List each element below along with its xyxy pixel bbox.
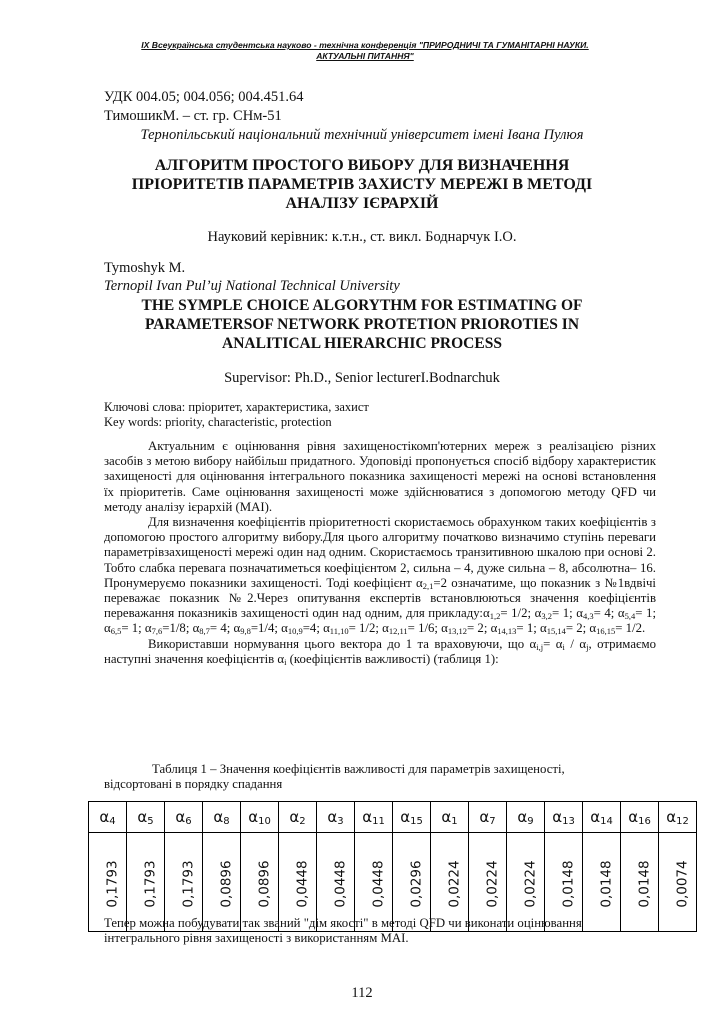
header-cell: [393, 802, 431, 833]
alpha-symbol: α: [441, 808, 452, 826]
header-cell: [89, 802, 127, 833]
coefficient-value: 0,0148: [636, 859, 653, 908]
alpha-symbol: α: [479, 808, 490, 826]
title-en-line: THE SYMPLE CHOICE ALGORYTHM FOR ESTIMATING OF: [141, 297, 583, 314]
alpha-index: 5: [147, 816, 154, 827]
title-ua: [104, 156, 620, 213]
alpha-index: 12: [676, 816, 689, 827]
title-en-line: PARAMETERSOF NETWORK PROTETION PRIOROTIES IN: [144, 316, 580, 333]
alpha-index: 9: [527, 816, 534, 827]
author-ua: ТимошикМ. – ст. гр. СНм-51: [104, 108, 282, 124]
header-cell: [203, 802, 241, 833]
alpha-index: 15: [410, 816, 423, 827]
alpha-index: 8: [223, 816, 230, 827]
alpha-symbol: α: [362, 808, 373, 826]
keywords-en: Key words: priority, characteristic, protection: [104, 415, 332, 429]
alpha-symbol: α: [628, 808, 639, 826]
alpha-symbol: α: [175, 808, 186, 826]
coefficient-value: 0,1793: [142, 859, 159, 908]
keywords-ua: Ключові слова: пріоритет, характеристика, захист: [104, 400, 369, 414]
header-cell: [279, 802, 317, 833]
udk-code: УДК 004.05; 004.056; 004.451.64: [104, 89, 304, 105]
supervisor-ua: Науковий керівник: к.т.н., ст. викл. Боднарчук І.О.: [207, 229, 517, 245]
coefficient-value: 0,1793: [180, 859, 197, 908]
coefficient-value: 0,0148: [560, 859, 577, 908]
title-en: [104, 296, 620, 353]
coefficient-value: 0,0448: [332, 859, 349, 908]
alpha-symbol: α: [289, 808, 300, 826]
header-cell: [621, 802, 659, 833]
closing-line: інтегрального рівня захищеності з використанням МАІ.: [104, 931, 409, 946]
table-caption-line: відсортовані в порядку спадання: [104, 777, 283, 792]
alpha-index: 3: [337, 816, 344, 827]
coefficient-value: 0,0296: [408, 859, 425, 908]
value-cell: [659, 833, 697, 932]
header-cell: [507, 802, 545, 833]
header-cell: [469, 802, 507, 833]
header-cell: [127, 802, 165, 833]
title-ua-line: АНАЛІЗУ ІЄРАРХІЙ: [285, 195, 439, 212]
alpha-symbol: α: [248, 808, 259, 826]
alpha-index: 4: [109, 816, 116, 827]
conference-line-1: IX Всеукраїнська студентська науково - технічна конференція "ПРИРОДНИЧІ ТА ГУМАНІТАРНІ НАУКИ.: [141, 40, 589, 50]
alpha-symbol: α: [590, 808, 601, 826]
author-en: Tymoshyk M.: [104, 260, 186, 276]
coefficient-value: 0,0448: [294, 859, 311, 908]
coefficient-value: 0,0448: [370, 859, 387, 908]
alpha-symbol: α: [666, 808, 677, 826]
alpha-symbol: α: [400, 808, 411, 826]
coefficient-value: 0,0224: [446, 859, 463, 908]
header-cell: [241, 802, 279, 833]
header-cell: [317, 802, 355, 833]
header-cell: [583, 802, 621, 833]
alpha-symbol: α: [213, 808, 224, 826]
coefficient-value: 0,0224: [522, 859, 539, 908]
header-cell: [545, 802, 583, 833]
closing-paragraph: [104, 916, 664, 946]
alpha-index: 16: [638, 816, 651, 827]
alpha-symbol: α: [137, 808, 148, 826]
coefficients-table: [88, 801, 697, 932]
conference-header: [120, 40, 610, 62]
paragraph-2: Для визначення коефіцієнтів пріоритетності скористаємось обрахунком таких коефіцієнтів з допомогою простого алгоритму вибору.Для цього алгоритму початково визначимо ступінь переваги параметрівзахищеності мережі один над одним. Скористаємось транзитивною шкалою при основі 2. Тобто слабка перевага позначатиметься коефіцієнтом 2, сильна – 4, дуже сильна – 8, абсолютна– 16. Пронумеруємо показники захищеності. Тоді коефіцієнт $\alpha_{2,1}=2$ означатиме, що показник з №1вдвічі переважає показник №2.Через опитування експертів встановлюються значення коефіцієнтів переважання показників захищеності один над одним, для $прикладу:\alpha_{1,2}= 1/2$; $\alpha_{3,2}= 1$; $\alpha_{4,3}= 4$; $\alpha_{5,4}= 1$; $\alpha_{6,5}= 1$; $\alpha_{7,6}=1/8$; $\alpha_{8,7}= 4$; $\alpha_{9,8}=1/4$; $\alpha_{10,9}=4$; $\alpha_{11,10}= 1/2$; $\alpha_{12,11}= 1/6$; $\alpha_{13,12}= 2$; $\alpha_{14,13}= 1$; $\alpha_{15,14}= 2$; $\alpha_{16,15}= 1/2$.: [104, 515, 656, 637]
title-ua-line: АЛГОРИТМ ПРОСТОГО ВИБОРУ ДЛЯ ВИЗНАЧЕННЯ: [154, 157, 570, 174]
alpha-index: 2: [299, 816, 306, 827]
university-en: Ternopil Ivan Pul’uj National Technical University: [104, 278, 400, 294]
paragraph-3: Використавши нормування цього вектора до 1 та враховуючи, що $\alpha_{i,j}= \alpha_i / \alpha_j$, отримаємо наступні значення коефіцієнтів $\alpha_i$ (коефіцієнтів важливості) (таблиця 1):: [104, 636, 656, 667]
alpha-index: 14: [600, 816, 613, 827]
alpha-index: 1: [451, 816, 458, 827]
conference-line-2: АКТУАЛЬНІ ПИТАННЯ": [316, 51, 414, 61]
header-cell: [659, 802, 697, 833]
coefficient-value: 0,0224: [484, 859, 501, 908]
header-cell: [165, 802, 203, 833]
alpha-symbol: α: [99, 808, 110, 826]
alpha-symbol: α: [327, 808, 338, 826]
alpha-index: 10: [258, 816, 271, 827]
closing-line: Тепер можна побудувати так званий "дім якості" в методі QFD чи виконати оцінювання: [104, 916, 582, 930]
header-cell: [355, 802, 393, 833]
header-cell: [431, 802, 469, 833]
alpha-symbol: α: [517, 808, 528, 826]
alpha-index: 13: [562, 816, 575, 827]
coefficient-value: 0,0896: [218, 859, 235, 908]
table-caption: [104, 762, 656, 792]
coefficient-value: 0,0896: [256, 859, 273, 908]
university-ua: Тернопільський національний технічний університет імені Івана Пулюя: [140, 127, 584, 143]
body-text: [104, 439, 656, 667]
title-en-line: ANALITICAL HIERARCHIC PROCESS: [222, 335, 502, 352]
paragraph-1: Актуальним є оцінювання рівня захищеностікомп'ютерних мереж з реалізацією різних засобів з метою вибору найбільш придатного. Удоповіді пропонується спосіб відбору характеристик захищеності для оцінювання інтегрального показника захищеності мережі на основі встановлення їх пріоритетів. Саме оцінювання захищеності може здійснюватися з допомогою методу QFD чи методу аналізу ієрархій (МАІ).: [104, 439, 656, 514]
coefficient-value: 0,0074: [674, 859, 691, 908]
coefficient-value: 0,1793: [104, 859, 121, 908]
page-number: 112: [351, 985, 373, 1001]
title-ua-line: ПРІОРИТЕТІВ ПАРАМЕТРІВ ЗАХИСТУ МЕРЕЖІ В МЕТОДІ: [131, 176, 593, 193]
alpha-index: 6: [185, 816, 192, 827]
supervisor-en: Supervisor: Ph.D., Senior lecturerI.Bodnarchuk: [224, 370, 500, 386]
alpha-index: 11: [372, 816, 385, 827]
alpha-index: 7: [489, 816, 496, 827]
coefficient-value: 0,0148: [598, 859, 615, 908]
table-caption-line: Таблиця 1 – Значення коефіцієнтів важливості для параметрів захищеності,: [152, 762, 565, 776]
table-header-row: [89, 802, 697, 833]
alpha-symbol: α: [552, 808, 563, 826]
